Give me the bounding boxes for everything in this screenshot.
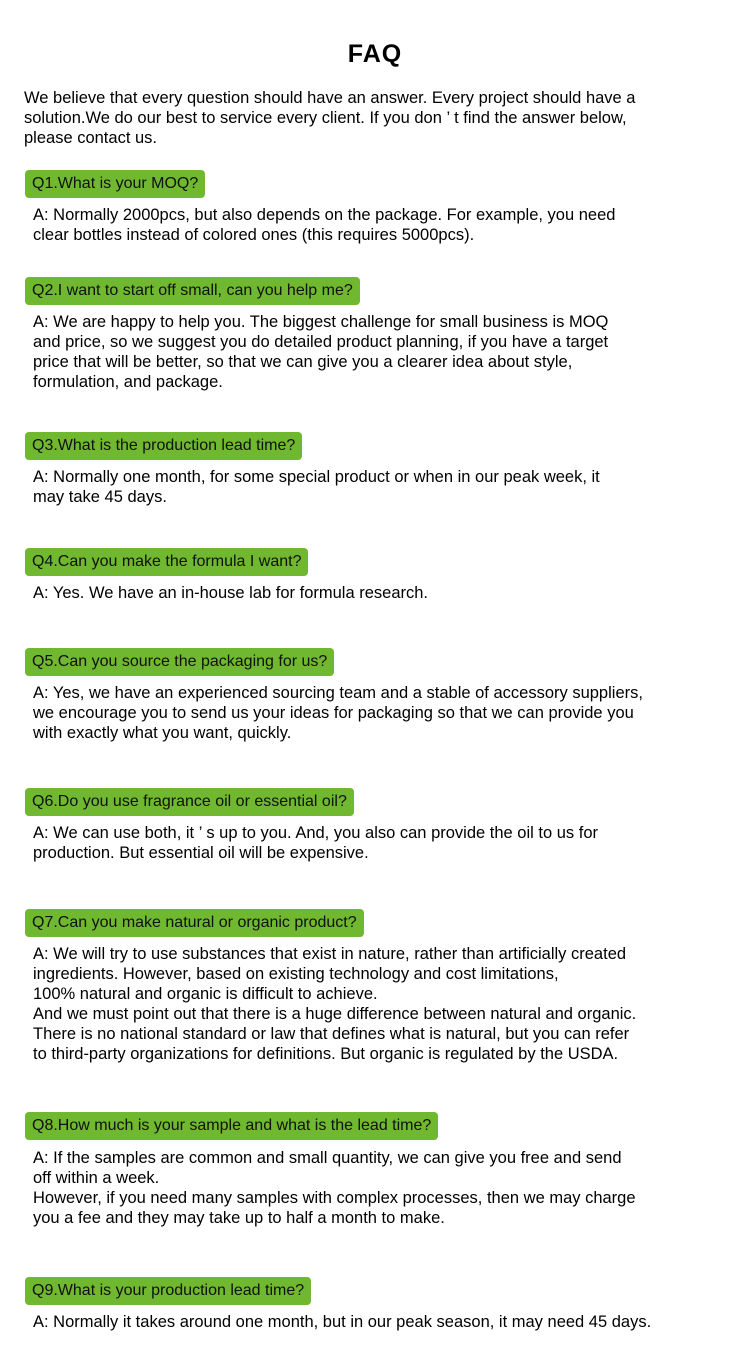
faq-question-1: Q1.What is your MOQ? [25, 170, 205, 198]
faq-answer-8: A: If the samples are common and small quantity, we can give you free and send off within a week. However, if you need many samples with complex processes, then we may charge you a fee and they may take up to half a month to make. [33, 1149, 636, 1227]
faq-question-5: Q5.Can you source the packaging for us? [25, 648, 334, 676]
faq-question-2: Q2.I want to start off small, can you help me? [25, 277, 360, 305]
faq-question-6: Q6.Do you use fragrance oil or essential oil? [25, 788, 354, 816]
page-title: FAQ [347, 40, 403, 68]
faq-answer-4: A: Yes. We have an in-house lab for formula research. [33, 584, 429, 602]
faq-answer-2: A: We are happy to help you. The biggest challenge for small business is MOQ and price, so we suggest you do detailed product planning, if you have a target price that will be better, so that we can give you a clearer idea about style, formulation, and package. [33, 313, 609, 391]
faq-answer-1: A: Normally 2000pcs, but also depends on the package. For example, you need clear bottles instead of colored ones (this requires 5000pcs). [33, 206, 616, 244]
faq-question-7: Q7.Can you make natural or organic product? [25, 909, 364, 937]
faq-answer-7: A: We will try to use substances that exist in nature, rather than artificially created ingredients. However, based on existing technology and cost limitations, 100% natural and organic is difficult to achieve. And we must point out that there is a huge difference between natural and organic. There is no national standard or law that defines what is natural, but you can refer to third-party organizations for definitions. But organic is regulated by the USDA. [33, 945, 637, 1063]
intro-text: We believe that every question should have an answer. Every project should have a solution.We do our best to service every client. If you don ’ t find the answer below, please contact us. [24, 89, 636, 147]
faq-answer-3: A: Normally one month, for some special product or when in our peak week, it may take 45 days. [33, 468, 600, 506]
faq-question-8: Q8.How much is your sample and what is the lead time? [25, 1112, 438, 1140]
faq-answer-9: A: Normally it takes around one month, but in our peak season, it may need 45 days. [33, 1313, 652, 1331]
faq-question-3: Q3.What is the production lead time? [25, 432, 302, 460]
faq-answer-5: A: Yes, we have an experienced sourcing team and a stable of accessory suppliers, we encourage you to send us your ideas for packaging so that we can provide you with exactly what you want, quickly. [33, 684, 643, 742]
faq-answer-6: A: We can use both, it ’ s up to you. And, you also can provide the oil to us for production. But essential oil will be expensive. [33, 824, 598, 862]
faq-question-9: Q9.What is your production lead time? [25, 1277, 311, 1305]
faq-question-4: Q4.Can you make the formula I want? [25, 548, 308, 576]
